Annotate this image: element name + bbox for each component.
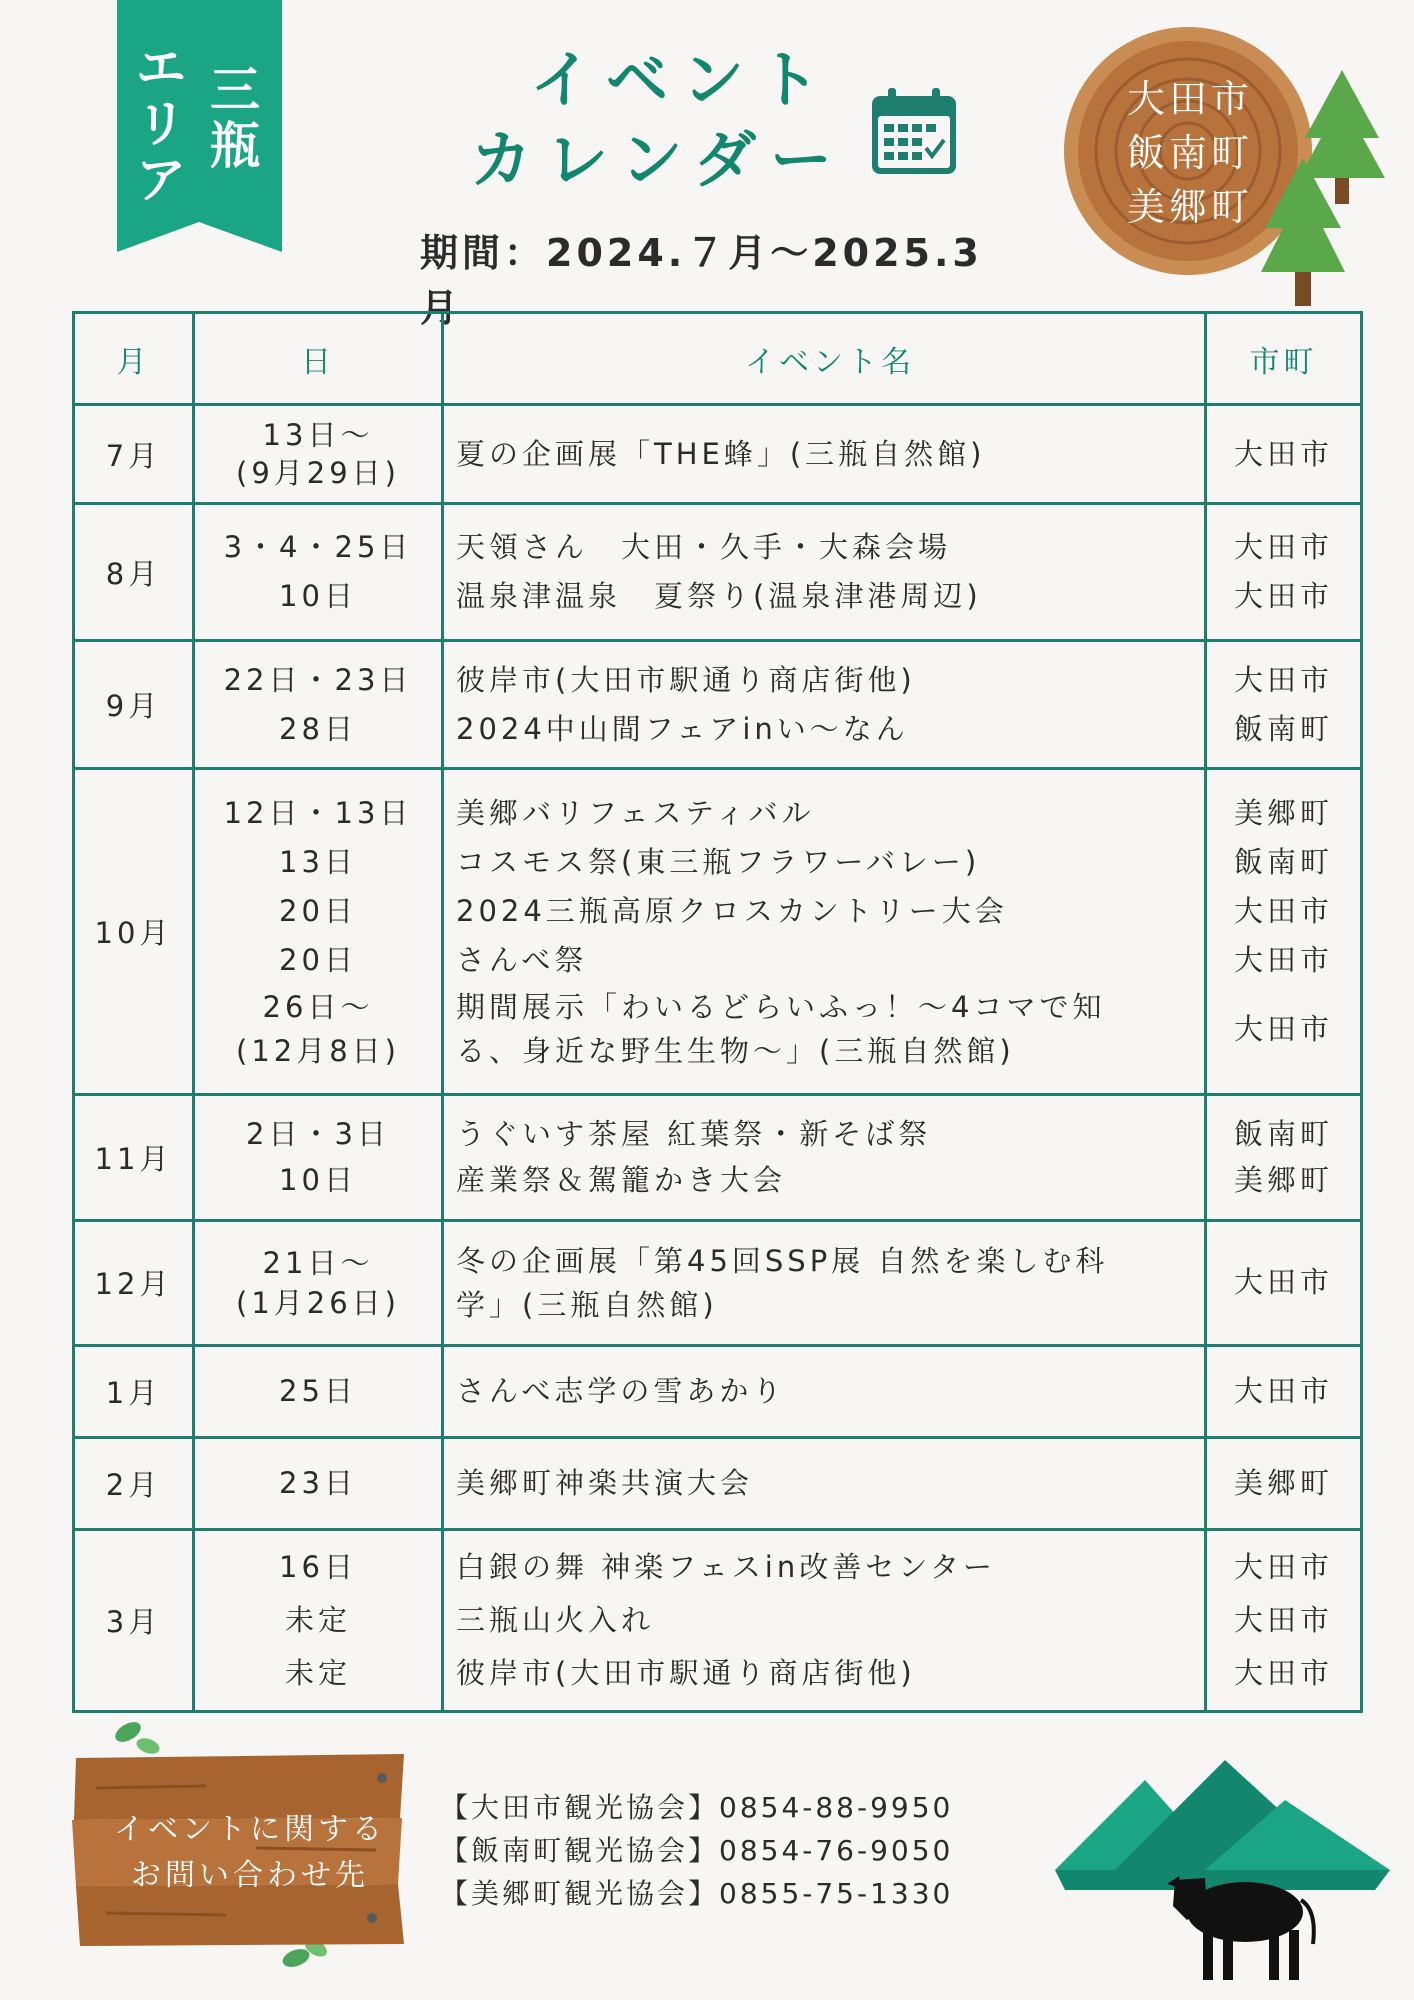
- town-cell: [1206, 1530, 1362, 1712]
- day-cell: [194, 769, 443, 1094]
- town-text: 大田市: [1233, 1603, 1333, 1638]
- town-text: 大田市: [1233, 1373, 1333, 1408]
- event-cell: [443, 1221, 1206, 1345]
- day-text: 28日: [279, 711, 357, 746]
- town-text: 飯南町: [1233, 1117, 1333, 1152]
- event-text: る、身近な野生生物～」(三瓶自然館): [456, 1034, 1015, 1069]
- day-text: 25日: [279, 1373, 357, 1408]
- table-row: [74, 769, 1362, 1094]
- event-text: 美郷町神楽共演大会: [456, 1466, 754, 1501]
- month-cell: 12月: [74, 1221, 194, 1345]
- event-text: 天領さん 大田・久手・大森会場: [456, 530, 952, 565]
- day-cell: [194, 1094, 443, 1220]
- town-text: 大田市: [1233, 530, 1333, 565]
- town-text: 大田市: [1233, 1012, 1333, 1047]
- town-cell: [1206, 640, 1362, 768]
- event-text: さんべ志学の雪あかり: [456, 1373, 786, 1408]
- event-text: 白銀の舞 神楽フェスin改善センター: [456, 1550, 997, 1585]
- month-cell: 8月: [74, 504, 194, 641]
- event-period: 期間：2024.７月～2025.3月: [420, 231, 983, 330]
- event-cell: [443, 1345, 1206, 1437]
- day-text: (9月29日): [236, 456, 400, 491]
- month-cell: 10月: [74, 769, 194, 1094]
- day-cell: [194, 1221, 443, 1345]
- event-text: さんべ祭: [456, 943, 588, 978]
- town-text: 大田市: [1233, 1550, 1333, 1585]
- town-cell: [1206, 1221, 1362, 1345]
- badge-town: 大田市: [1126, 77, 1253, 121]
- badge-town: 美郷町: [1126, 185, 1253, 229]
- event-text: 期間展示「わいるどらいふっ！～4コマで知: [456, 990, 1106, 1025]
- title-line2: カレンダー: [470, 123, 846, 196]
- day-text: 10日: [279, 1163, 357, 1198]
- calendar-icon: [868, 86, 960, 178]
- day-text: 未定: [284, 1656, 351, 1691]
- day-cell: [194, 1530, 443, 1712]
- event-cell: [443, 769, 1206, 1094]
- table-header-row: [74, 313, 1362, 405]
- day-cell: [194, 405, 443, 504]
- mountain-icon: [1055, 1760, 1395, 1990]
- table-row: [74, 1437, 1362, 1529]
- event-text: うぐいす茶屋 紅葉祭・新そば祭: [456, 1117, 932, 1152]
- event-cell: [443, 1437, 1206, 1529]
- table-row: [74, 1221, 1362, 1345]
- event-cell: [443, 1530, 1206, 1712]
- town-text: 大田市: [1233, 579, 1333, 614]
- event-text: 産業祭＆駕籠かき大会: [456, 1163, 787, 1198]
- day-text: 26日～: [262, 990, 374, 1025]
- day-text: 20日: [279, 943, 357, 978]
- month-cell: 9月: [74, 640, 194, 768]
- town-text: 大田市: [1233, 1656, 1333, 1691]
- month-cell: 2月: [74, 1437, 194, 1529]
- day-text: 22日・23日: [223, 662, 413, 697]
- month-cell: 7月: [74, 405, 194, 504]
- area-banner: [117, 0, 282, 252]
- event-text: 三瓶山火入れ: [456, 1603, 655, 1638]
- event-cell: [443, 640, 1206, 768]
- event-cell: [443, 1094, 1206, 1220]
- town-cell: [1206, 504, 1362, 641]
- day-cell: [194, 1345, 443, 1437]
- day-text: (1月26日): [236, 1285, 400, 1320]
- day-text: 23日: [279, 1466, 357, 1501]
- header-month: 月: [74, 313, 194, 405]
- event-text: 彼岸市(大田市駅通り商店街他): [456, 1656, 916, 1691]
- area-name: 三瓶: [210, 61, 260, 175]
- contact-heading: [90, 1807, 410, 1899]
- area-label: エリア: [136, 39, 186, 209]
- event-text: 学」(三瓶自然館): [456, 1287, 718, 1322]
- event-cell: [443, 504, 1206, 641]
- event-text: コスモス祭(東三瓶フラワーバレー): [456, 845, 981, 880]
- page-title: [470, 40, 870, 200]
- town-text: 飯南町: [1233, 711, 1333, 746]
- event-text: 冬の企画展「第45回SSP展 自然を楽しむ科: [456, 1243, 1109, 1278]
- header-event: イベント名: [443, 313, 1206, 405]
- day-text: 20日: [279, 894, 357, 929]
- town-cell: [1206, 1094, 1362, 1220]
- cow-icon: [1167, 1876, 1314, 1980]
- town-cell: [1206, 405, 1362, 504]
- sign-line: お問い合わせ先: [131, 1858, 369, 1893]
- day-text: 13日～: [262, 418, 374, 453]
- town-badge: [1100, 72, 1280, 234]
- event-text: 2024中山間フェアinい～なん: [456, 711, 909, 746]
- contact-item: 【飯南町観光協会】0854-76-9050: [440, 1834, 954, 1867]
- contact-item: 【大田市観光協会】0854-88-9950: [440, 1791, 954, 1824]
- town-text: 大田市: [1233, 436, 1333, 471]
- event-table: [72, 311, 1363, 1713]
- town-text: 大田市: [1233, 943, 1333, 978]
- event-cell: [443, 405, 1206, 504]
- day-text: 未定: [284, 1603, 351, 1638]
- day-cell: [194, 504, 443, 641]
- day-text: 16日: [279, 1550, 357, 1585]
- town-cell: [1206, 1345, 1362, 1437]
- month-cell: 1月: [74, 1345, 194, 1437]
- town-text: 美郷町: [1233, 1163, 1333, 1198]
- table-row: [74, 1345, 1362, 1437]
- day-text: 21日～: [262, 1245, 374, 1280]
- town-cell: [1206, 769, 1362, 1094]
- header-day: 日: [194, 313, 443, 405]
- day-text: 13日: [279, 845, 357, 880]
- day-cell: [194, 1437, 443, 1529]
- contact-list: [440, 1786, 1040, 1915]
- table-row: [74, 504, 1362, 641]
- day-text: 2日・3日: [246, 1117, 390, 1152]
- header-town: 市町: [1206, 313, 1362, 405]
- table-row: [74, 1094, 1362, 1220]
- event-text: 2024三瓶高原クロスカントリー大会: [456, 894, 1008, 929]
- town-text: 大田市: [1233, 894, 1333, 929]
- day-cell: [194, 640, 443, 768]
- event-text: 夏の企画展「THE蜂」(三瓶自然館): [456, 436, 986, 471]
- title-line1: イベント: [530, 43, 835, 116]
- contact-item: 【美郷町観光協会】0855-75-1330: [440, 1877, 954, 1910]
- table-row: [74, 1530, 1362, 1712]
- event-text: 美郷バリフェスティバル: [456, 796, 815, 831]
- day-text: 10日: [279, 579, 357, 614]
- table-row: [74, 640, 1362, 768]
- sign-line: イベントに関する: [114, 1812, 386, 1847]
- town-text: 美郷町: [1233, 1466, 1333, 1501]
- town-text: 美郷町: [1233, 796, 1333, 831]
- badge-town: 飯南町: [1126, 131, 1253, 175]
- day-text: (12月8日): [236, 1034, 400, 1069]
- town-text: 大田市: [1233, 662, 1333, 697]
- event-text: 温泉津温泉 夏祭り(温泉津港周辺): [456, 579, 982, 614]
- town-text: 大田市: [1233, 1265, 1333, 1300]
- event-text: 彼岸市(大田市駅通り商店街他): [456, 662, 916, 697]
- day-text: 3・4・25日: [223, 530, 413, 565]
- month-cell: 11月: [74, 1094, 194, 1220]
- month-cell: 3月: [74, 1530, 194, 1712]
- table-row: [74, 405, 1362, 504]
- day-text: 12日・13日: [223, 796, 413, 831]
- town-text: 飯南町: [1233, 845, 1333, 880]
- town-cell: [1206, 1437, 1362, 1529]
